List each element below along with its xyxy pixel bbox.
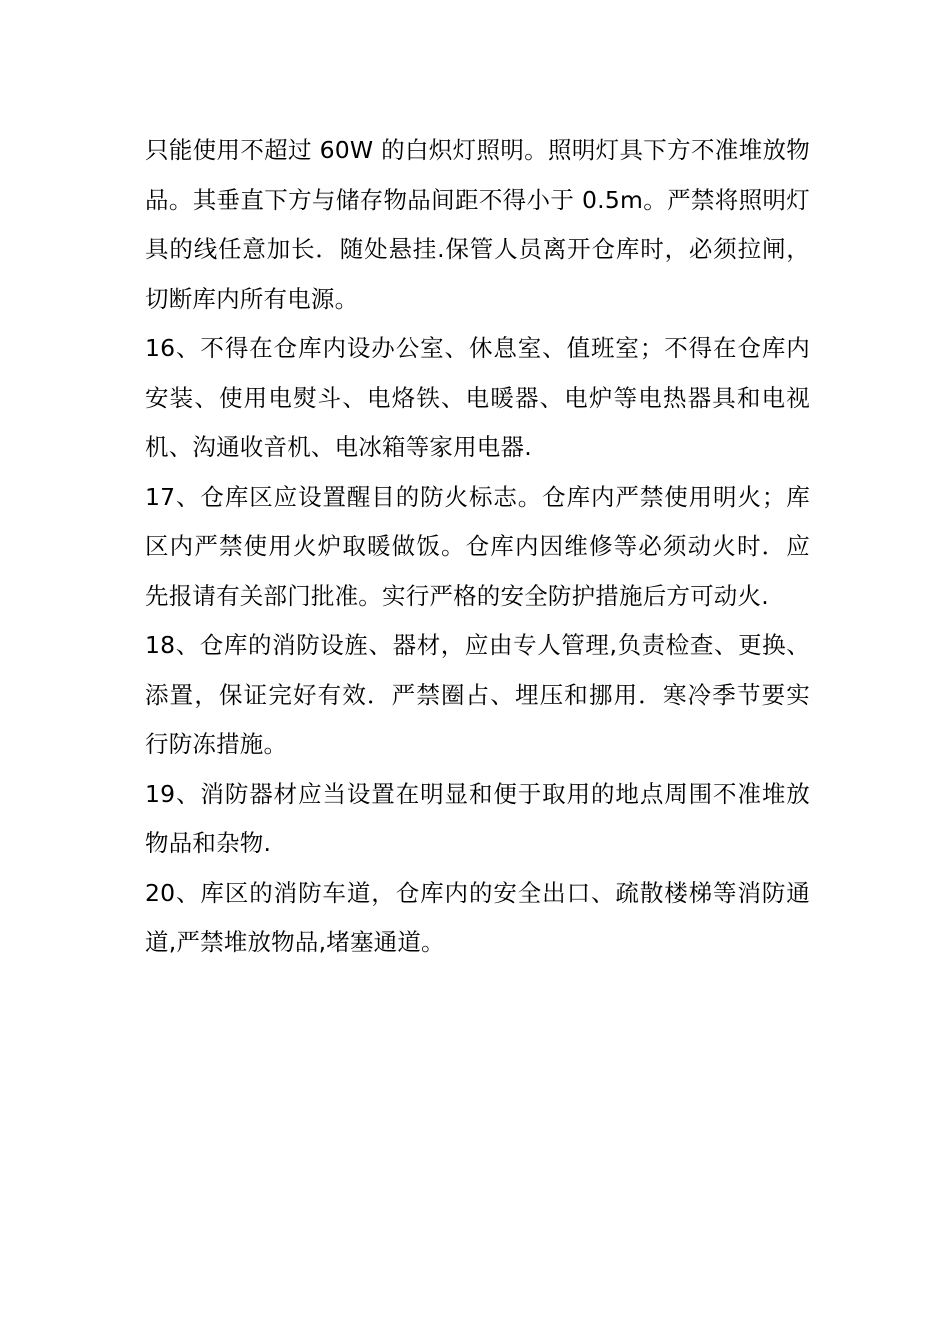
text-line: 物品和杂物. [145, 829, 272, 857]
text-line: 先报请有关部门批准。实行严格的安全防护措施后方可动火. [145, 581, 769, 610]
document-body [145, 126, 810, 968]
text-line: 只能使用不超过 60W 的白炽灯照明。照明灯具下方不准堆放物 [145, 136, 810, 164]
text-line: 具的线任意加长．随处悬挂.保管人员离开仓库时，必须拉闸， [145, 235, 810, 263]
text-line: 机、沟通收音机、电冰箱等家用电器. [145, 433, 532, 461]
text-line: 20、库区的消防车道，仓库内的安全出口、疏散楼梯等消防通 [145, 878, 810, 907]
text-line: 行防冻措施。 [145, 730, 288, 758]
text-line: 道,严禁堆放物品,堵塞通道。 [145, 928, 445, 956]
text-line: 19、消防器材应当设置在明显和便于取用的地点周围不准堆放 [145, 779, 810, 808]
text-line: 添置，保证完好有效．严禁圈占、埋压和挪用．寒冷季节要实 [145, 680, 810, 709]
text-line: 切断库内所有电源。 [145, 284, 359, 313]
text-line: 17、仓库区应设置醒目的防火标志。仓库内严禁使用明火；库 [145, 482, 810, 511]
text-line: 区内严禁使用火炉取暖做饭。仓库内因维修等必须动火时．应 [145, 532, 810, 560]
text-line: 16、不得在仓库内设办公室、休息室、值班室；不得在仓库内 [145, 334, 810, 362]
text-line: 品。其垂直下方与储存物品间距不得小于 0.5m。严禁将照明灯 [145, 185, 810, 214]
text-line: 安装、使用电熨斗、电烙铁、电暖器、电炉等电热器具和电视 [145, 383, 810, 412]
text-line: 18、仓库的消防设旌、器材，应由专人管理,负责检查、更换、 [145, 631, 810, 659]
